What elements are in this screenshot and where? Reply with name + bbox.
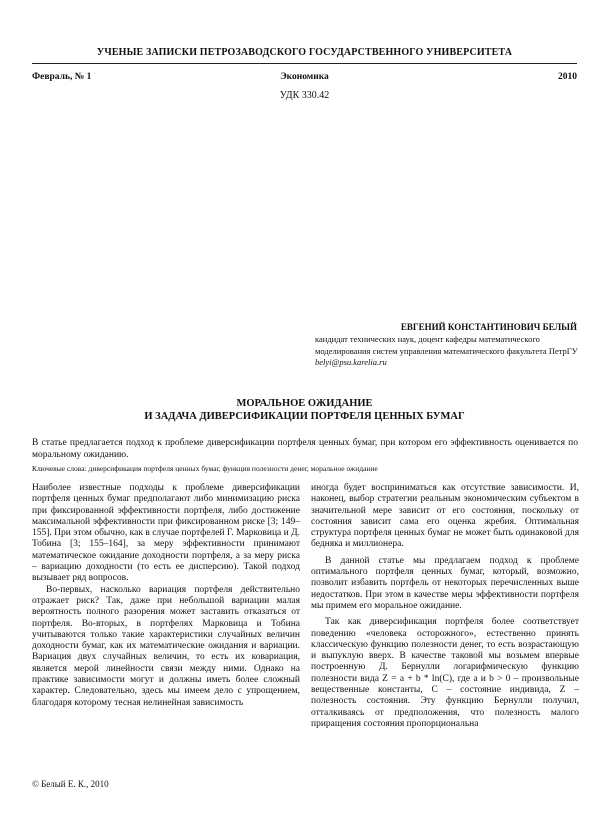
udk-code: УДК 330.42 xyxy=(279,90,330,101)
author-info xyxy=(315,334,578,369)
paragraph: иногда будет восприниматься как отсутствие зависимости. И, наконец, выбор стратегии реальным экономическим субъектом в значительной мере зависит от его состояния, поскольку от состояния зависит сама его оценка жребия. Оптимальная структура портфеля ценных бумаг не может быть одинаковой для бедняка и миллионера. xyxy=(311,483,579,550)
paper-title xyxy=(0,397,609,423)
author-email[interactable]: belyi@psu.karelia.ru xyxy=(315,357,387,368)
keywords: Ключевые слова: диверсификация портфеля ценных бумаг, функция полезности денег, моральное ожидание xyxy=(32,464,378,473)
body-right-column xyxy=(311,483,579,730)
author-affiliation: кандидат технических наук, доцент кафедры математического моделирования систем управления математического факультета ПетрГУ xyxy=(315,334,578,356)
header-rule xyxy=(32,63,577,64)
author-name: ЕВГЕНИЙ КОНСТАНТИНОВИЧ БЕЛЫЙ xyxy=(400,322,577,332)
paragraph: Так как диверсификация портфеля более соответствует поведению «человека осторожного», естественно принять классическую функцию полезности денег, то есть возрастающую и выпуклую вверх. В качестве таковой мы возьмем впервые построенную Д. Бернулли логарифмическую функцию полезности вида Z = a + b * ln(C), где a и b > 0 – произвольные вещественные константы, C – состояние индивида, Z – полезность состояния. Эту функцию Бернулли получил, отталкиваясь от предположения, что полезность малого приращения состояния пропорциональна xyxy=(311,617,579,729)
copyright: © Белый Е. К., 2010 xyxy=(32,779,109,789)
title-line-2: И ЗАДАЧА ДИВЕРСИФИКАЦИИ ПОРТФЕЛЯ ЦЕННЫХ БУМАГ xyxy=(144,411,465,422)
abstract: В статье предлагается подход к проблеме диверсификации портфеля ценных бумаг, при котором его эффективность оценивается по моральному ожиданию. xyxy=(32,438,578,460)
body-left-column xyxy=(32,483,300,709)
title-line-1: МОРАЛЬНОЕ ОЖИДАНИЕ xyxy=(236,398,373,409)
paragraph: Наиболее известные подходы к проблеме диверсификации портфеля ценных бумаг предполагают либо минимизацию риска при фиксированной эффективности портфеля, либо достижение максимальной эффективности при фиксированном риске [3; 149–155]. При этом обычно, как в случае портфелей Г. Марковица и Д. Тобина [3; 155–164], за меру эффективности принимают математическое ожидание доходности портфеля, а за меру риска – вариацию доходности (то есть ее дисперсию). Такой подход вызывает ряд вопросов. xyxy=(32,483,300,584)
paragraph: В данной статье мы предлагаем подход к проблеме оптимального портфеля ценных бумаг, который, возможно, позволит избавить портфель от некоторых перечисленных выше недостатков. При этом в качестве меры эффективности портфеля мы примем его моральное ожидание. xyxy=(311,555,579,611)
section-label: Экономика xyxy=(280,72,329,82)
issue-label: Февраль, № 1 xyxy=(32,72,92,82)
journal-title: УЧЕНЫЕ ЗАПИСКИ ПЕТРОЗАВОДСКОГО ГОСУДАРСТВЕННОГО УНИВЕРСИТЕТА xyxy=(96,47,513,58)
year-label: 2010 xyxy=(558,72,577,82)
paragraph: Во-первых, насколько вариация портфеля действительно отражает риск? Так, даже при небольшой вариации малая вероятность полного разорения может заставить отказаться от портфеля. Во-вторых, в портфелях Марковица и Тобина учитываются только такие характеристики случайных величин доходности бумаг, как их математические ожидания и вариации. Вариация двух случайных величин, то есть их ковариация, является мерой линейности связи между ними. Однако на практике зависимости могут и должны иметь более сложный характер. Следовательно, здесь мы имеем дело с упрощением, благодаря которому тесная нелинейная зависимость xyxy=(32,584,300,708)
